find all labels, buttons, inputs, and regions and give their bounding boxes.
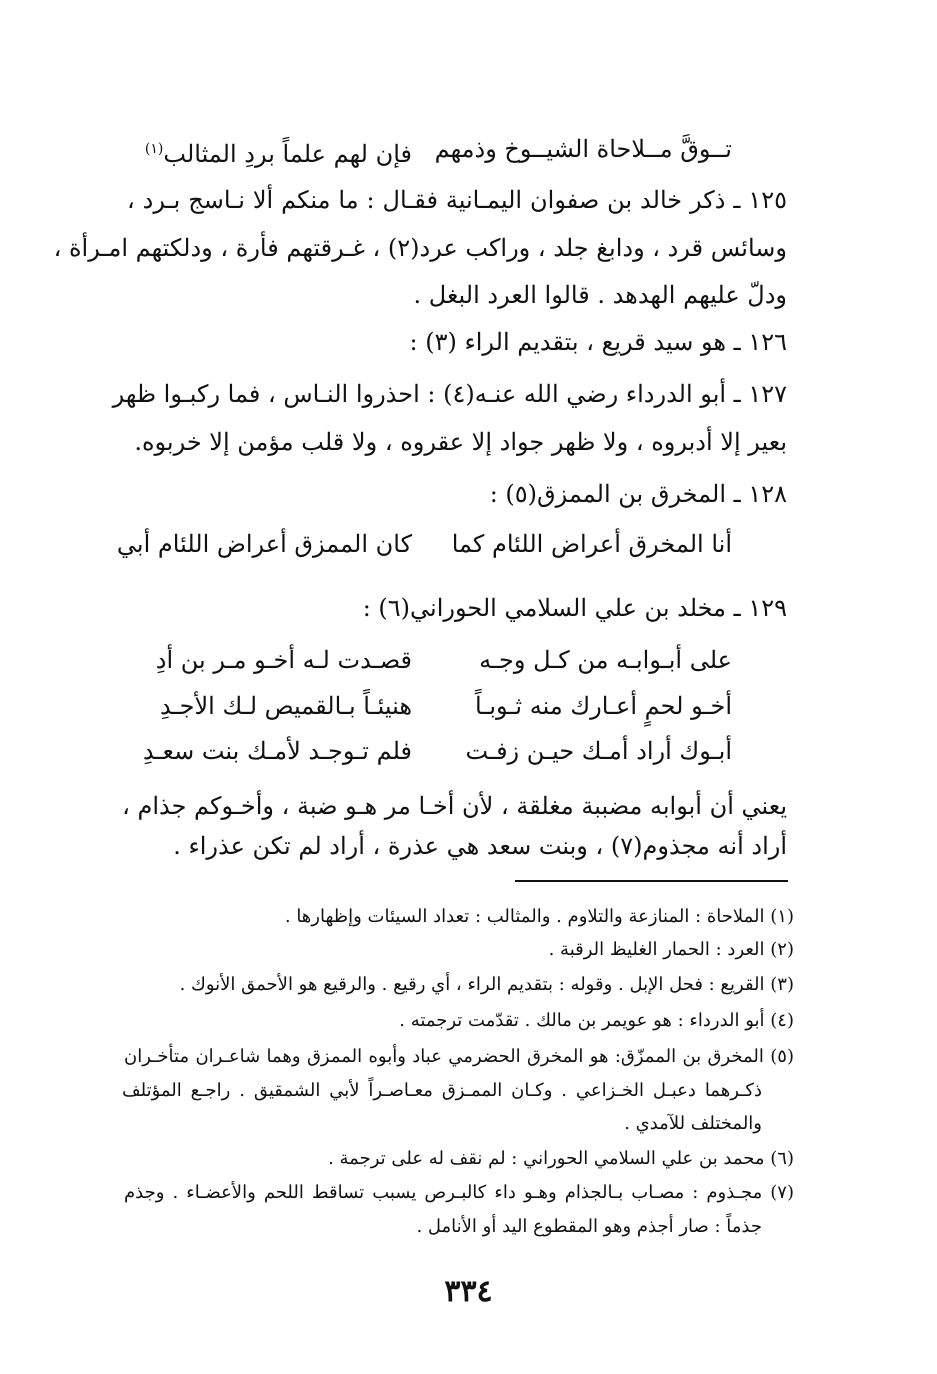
entry-126: ١٢٦ ـ هو سيد قريع ، بتقديم الراء (٣) : xyxy=(409,328,787,356)
footnote-6: (٦) محمد بن علي السلامي الحوراني : لم نقف له على ترجمة . xyxy=(328,1148,794,1169)
poem3-verse-2-hemistich-1: أخـو لحمٍ أعـارك منه ثـوبـاً xyxy=(474,692,732,720)
footnote-5-line-1: (٥) المخرق بن الممزّق: هو المخرق الحضرمي عباد وأبوه الممزق وهما شاعـران متأخـران xyxy=(124,1046,794,1067)
page-number: ٣٣٤ xyxy=(444,1274,493,1309)
footnote-ref-1: (١) xyxy=(144,141,164,157)
entry-127-line-1: ١٢٧ ـ أبو الدرداء رضي الله عنـه(٤) : احذروا النـاس ، فما ركبـوا ظهر xyxy=(112,380,787,408)
explanation-line-1: يعني أن أبوابه مضببة مغلقة ، لأن أخـا مر هـو ضبة ، وأخـوكم جذام ، xyxy=(122,792,787,820)
footnote-4: (٤) أبو الدرداء : هو عويمر بن مالك . تقدّمت ترجمته . xyxy=(399,1010,794,1031)
footnote-1: (١) الملاحاة : المنازعة والتلاوم . والمثالب : تعداد السيئات وإظهارها . xyxy=(284,906,794,927)
footnote-5-line-2: ذكـرهما دعبـل الخـزاعي . وكـان الممـزق معـاصـراً لأبي الشمقيق . راجـع المؤتلف xyxy=(122,1080,762,1101)
footnote-7-line-1: (٧) مجـذوم : مصـاب بـالجذام وهـو داء كالبـرص يسبب تساقط اللحم والأعضـاء . وجذم xyxy=(124,1182,794,1203)
poem1-hemistich-2 xyxy=(145,131,412,172)
footnote-separator xyxy=(515,880,788,882)
poem3-verse-1-hemistich-1: على أبـوابـه من كـل وجـه xyxy=(479,646,732,674)
entry-125-line-1: ١٢٥ ـ ذكر خالد بن صفوان اليمـانية فقـال : ما منكم ألا نـاسج بـرد ، xyxy=(127,186,787,214)
poem3-verse-3-hemistich-1: أبـوك أراد أمـك حيـن زفـت xyxy=(465,737,732,765)
poem3-verse-3-hemistich-2: فلم تـوجـد لأمـك بنت سعـدِ xyxy=(142,737,412,765)
poem3-verse-1-hemistich-2: قصـدت لـه أخـو مـر بن أدِ xyxy=(155,646,412,674)
footnote-2: (٢) العرد : الحمار الغليظ الرقبة . xyxy=(548,939,794,960)
poem2-hemistich-1: أنا المخرق أعراض اللئام كما xyxy=(451,530,732,558)
entry-125-line-2: وسائس قرد ، ودابغ جلد ، وراكب عرد(٢) ، غـرقتهم فأرة ، ودلكتهم امـرأة ، xyxy=(53,234,787,262)
entry-128: ١٢٨ ـ المخرق بن الممزق(٥) : xyxy=(489,480,787,508)
footnote-5-line-3: والمختلف للآمدي . xyxy=(624,1113,762,1134)
footnote-7-line-2: جذماً : صار أجذم وهو المقطوع اليد أو الأنامل . xyxy=(416,1216,762,1237)
poem1-hemistich-1: تــوقَّ مــلاحاة الشيــوخ وذمهم xyxy=(434,135,732,163)
footnote-3: (٣) القريع : فحل الإبل . وقوله : بتقديم الراء ، أي رقيع . والرقيع هو الأحمق الأنوك . xyxy=(179,974,794,995)
explanation-line-2: أراد أنه مجذوم(٧) ، وبنت سعد هي عذرة ، أراد لم تكن عذراء . xyxy=(173,832,787,860)
entry-129: ١٢٩ ـ مخلد بن علي السلامي الحوراني(٦) : xyxy=(362,594,787,622)
poem2-hemistich-2: كان الممزق أعراض اللئام أبي xyxy=(116,530,412,558)
entry-127-line-2: بعير إلا أدبروه ، ولا ظهر جواد إلا عقروه ، ولا قلب مؤمن إلا خربوه. xyxy=(134,428,787,456)
entry-125-line-3: ودلّ عليهم الهدهد . قالوا العرد البغل . xyxy=(413,281,787,309)
poem3-verse-2-hemistich-2: هنيئـاً بـالقميص لـك الأجـدِ xyxy=(160,692,412,720)
poem1-hemistich-2-text: فإن لهم علماً بردِ المثالب xyxy=(163,140,412,168)
